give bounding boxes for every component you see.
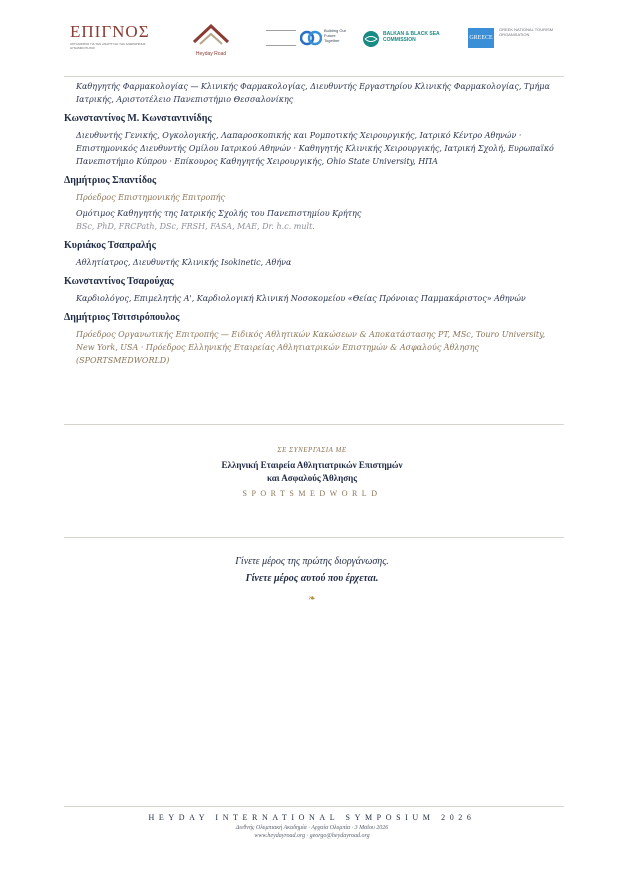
- eu-logo-tagline: Building Our Future Together: [324, 28, 347, 43]
- person-description: Αθλητίατρος, Διευθυντής Κλινικής Isokinetic, Αθήνα: [76, 258, 292, 267]
- person-entry: [64, 113, 564, 168]
- person-name: Κωνσταντίνος Τσαρούχας: [64, 276, 174, 287]
- person-description: Διευθυντής Γενικής, Ογκολογικής, Λαπαροσκοπικής και Ρομποτικής Χειρουργικής, Ιατρικό Κέντρο Αθηνών · Επιστημονικός Διευθυντής Ομίλου Ιατρικού Αθηνών · Καθηγητής Κλινικής Χειρουργικής, Ιατρική Σχολή, Ευρωπαϊκό Πανεπιστήμιο Κύπρου · Επίκουρος Καθηγητής Χειρουργικής, Ohio State University, ΗΠΑ: [76, 131, 554, 166]
- symposium-venue-date: Διεθνής Ολυμπιακή Ακαδημία · Αρχαία Ολυμπία · 3 Μαΐου 2026: [235, 825, 389, 831]
- person-entry: [64, 175, 564, 233]
- person-description: Καρδιολόγος, Επιμελητής Α', Καρδιολογική Κλινική Νοσοκομείου «Θείας Πρόνοιας Παμμακάριστος» Αθηνών: [76, 294, 526, 303]
- person-name: Δημήτριος Τσιτσιρόπουλος: [64, 312, 180, 323]
- tagline-line-1: Γίνετε μέρος της πρώτης διοργάνωσης.: [235, 556, 389, 567]
- person-credentials: BSc, PhD, FRCPath, DSc, FRSH, FASA, MAE, Dr. h.c. mult.: [76, 222, 315, 231]
- gnto-logo: [468, 22, 560, 56]
- eu-circle-icon: [300, 28, 322, 48]
- partner-org-code: SPORTSMEDWORLD: [242, 489, 382, 498]
- floral-ornament-icon: ❧: [308, 594, 316, 604]
- partner-org-name: Ελληνική Εταιρεία Αθλητιατρικών Επιστημών: [221, 460, 403, 470]
- heyday-road-logo: [188, 22, 234, 56]
- person-description: Ομότιμος Καθηγητής της Ιατρικής Σχολής του Πανεπιστημίου Κρήτης: [76, 209, 362, 218]
- contact-info: www.heydayroad.org · georgo@heydayroad.org: [254, 833, 370, 839]
- section-divider: [64, 537, 564, 538]
- partner-org-name-cont: και Ασφαλούς Άθλησης: [266, 473, 357, 483]
- person-role: Πρόεδρος Επιστημονικής Επιτροπής: [76, 193, 225, 202]
- globe-icon: [362, 30, 380, 48]
- person-name: Κωνσταντίνος Μ. Κωνσταντινίδης: [64, 113, 212, 124]
- gnto-text: GREEK NATIONAL TOURISM ORGANISATION: [499, 27, 554, 37]
- collaboration-block: [0, 446, 624, 498]
- person-name: Δημήτριος Σπαντίδος: [64, 175, 157, 186]
- tagline-block: [0, 556, 624, 604]
- person-description: Καθηγητής Φαρμακολογίας — Κλινικής Φαρμακολογίας, Διευθυντής Εργαστηρίου Κλινικής Φαρμακολογίας, Τμήμα Ιατρικής, Αριστοτέλειο Πανεπιστήμιο Θεσσαλονίκης: [76, 82, 550, 104]
- person-entry: [64, 276, 564, 305]
- eu-logo-fine-print: [266, 30, 296, 46]
- greece-badge: GREECE: [468, 28, 494, 48]
- person-entry-continued: [64, 80, 564, 106]
- house-roof-icon: [188, 22, 234, 46]
- person-name: Κυριάκος Τσαπραλής: [64, 240, 156, 251]
- footer-divider: [64, 806, 564, 807]
- header-divider: [64, 76, 564, 77]
- person-entry: [64, 240, 564, 269]
- tagline-line-2: Γίνετε μέρος αυτού που έρχεται.: [245, 573, 379, 584]
- epignos-logo-text: ΕΠΙΓΝΟΣ: [70, 22, 150, 41]
- person-entry: [64, 312, 564, 367]
- heyday-road-logo-text: Heyday Road: [195, 51, 227, 57]
- epignos-logo: [70, 22, 156, 56]
- epignos-logo-subtitle: ΟΡΓΑΝΙΣΜΟΣ ΓΙΑ ΤΗΝ ΑΝΑΠΤΥΞΗ ΤΗΣ ΑΝΘΡΩΠΙΝΗΣ ΔΥΝΑΜΙΚΟΤΗΤΑΣ: [70, 42, 146, 50]
- balkan-black-sea-logo: [362, 22, 442, 56]
- footer: [0, 813, 624, 839]
- eu-building-future-logo: [266, 22, 350, 56]
- committee-list: [64, 80, 564, 367]
- collaboration-tag: ΣΕ ΣΥΝΕΡΓΑΣΙΑ ΜΕ: [277, 446, 347, 454]
- person-role: Πρόεδρος Οργανωτικής Επιτροπής — Ειδικός Αθλητικών Κακώσεων & Αποκατάστασης PT, MSc, Touro University, New York, USA · Πρόεδρος Ελληνικής Εταιρείας Αθλητιατρικών Επιστημών & Ασφαλούς Άθλησης (SPORTSMEDWORLD): [76, 330, 546, 365]
- symposium-title: HEYDAY INTERNATIONAL SYMPOSIUM 2026: [148, 813, 476, 822]
- section-divider: [64, 424, 564, 425]
- balkan-black-sea-text: BALKAN & BLACK SEA COMMISSION: [383, 31, 440, 43]
- header-logos: [70, 22, 560, 56]
